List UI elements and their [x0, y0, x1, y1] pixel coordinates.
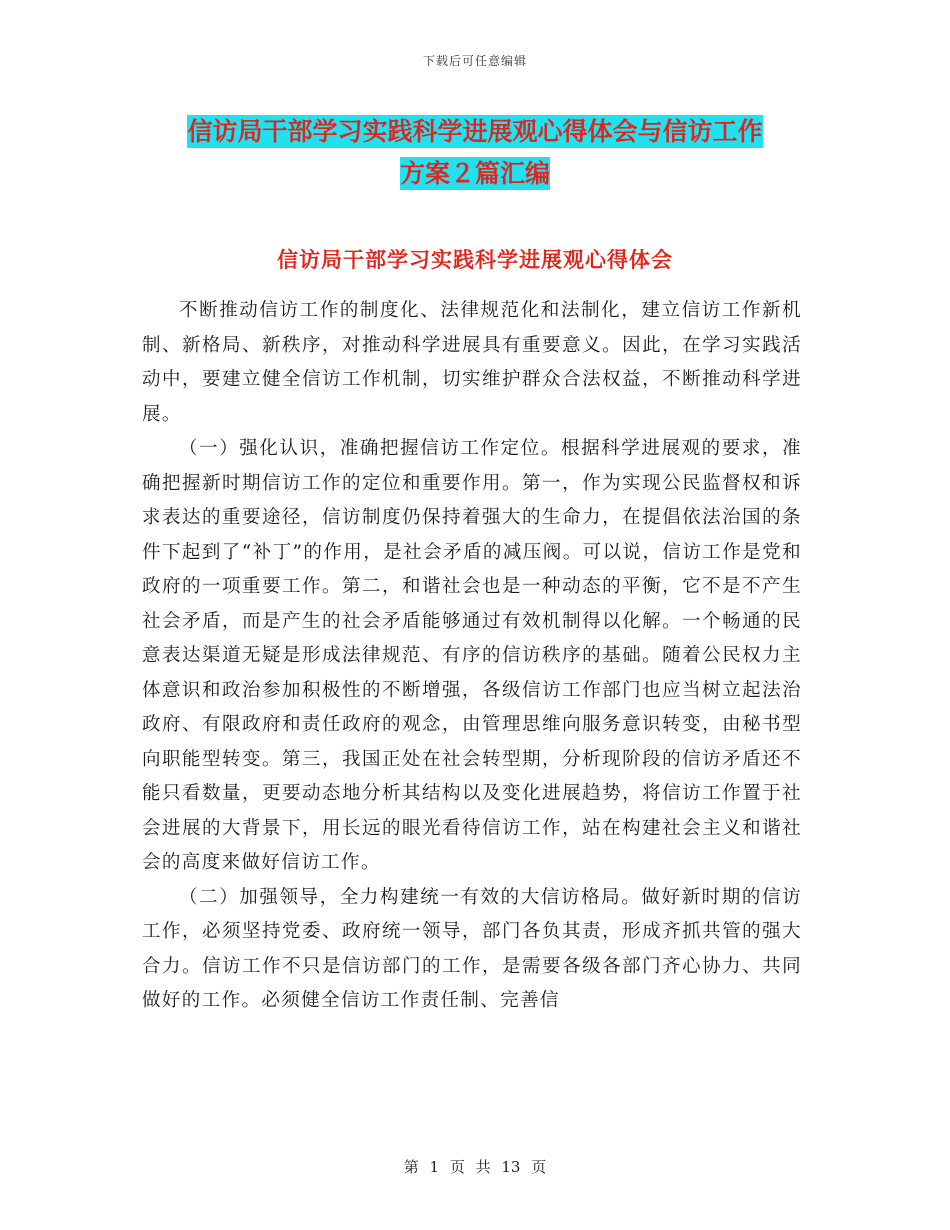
main-title-text-1: 信访局干部学习实践科学进展观心得体会与信访工作 — [187, 117, 763, 146]
section-title: 信访局干部学习实践科学进展观心得体会 — [277, 248, 673, 272]
main-title-line-1 — [140, 110, 810, 154]
body-text — [142, 294, 802, 1019]
paragraph: （二）加强领导，全力构建统一有效的大信访格局。做好新时期的信访工作，必须坚持党委、政府统一领导，部门各负其责，形成齐抓共管的强大合力。信访工作不只是信访部门的工作，是需要各级各部门齐心协力、共同做好的工作。必须健全信访工作责任制、完善信 — [142, 886, 802, 1011]
page-footer: 第 1 页 共 13 页 — [403, 1158, 547, 1176]
main-title-line-2 — [140, 152, 810, 196]
paragraph: 不断推动信访工作的制度化、法律规范化和法制化，建立信访工作新机制、新格局、新秩序，对推动科学进展具有重要意义。因此，在学习实践活动中，要建立健全信访工作机制，切实维护群众合法权益，不断推动科学进展。 — [142, 300, 802, 425]
paragraph: （一）强化认识，准确把握信访工作定位。根据科学进展观的要求，准确把握新时期信访工作的定位和重要作用。第一，作为实现公民监督权和诉求表达的重要途径，信访制度仍保持着强大的生命力，在提倡依法治国的条件下起到了“补丁”的作用，是社会矛盾的减压阀。可以说，信访工作是党和政府的一项重要工作。第二，和谐社会也是一种动态的平衡，它不是不产生社会矛盾，而是产生的社会矛盾能够通过有效机制得以化解。一个畅通的民意表达渠道无疑是形成法律规范、有序的信访秩序的基础。随着公民权力主体意识和政治参加积极性的不断增强，各级信访工作部门也应当树立起法治政府、有限政府和责任政府的观念，由管理思维向服务意识转变，由秘书型向职能型转变。第三，我国正处在社会转型期，分析现阶段的信访矛盾还不能只看数量，更要动态地分析其结构以及变化进展趋势，将信访工作置于社会进展的大背景下，用长远的眼光看待信访工作，站在构建社会主义和谐社会的高度来做好信访工作。 — [142, 438, 802, 873]
header-note: 下载后可任意编辑 — [422, 54, 527, 68]
main-title-text-2: 方案２篇汇编 — [399, 159, 550, 188]
